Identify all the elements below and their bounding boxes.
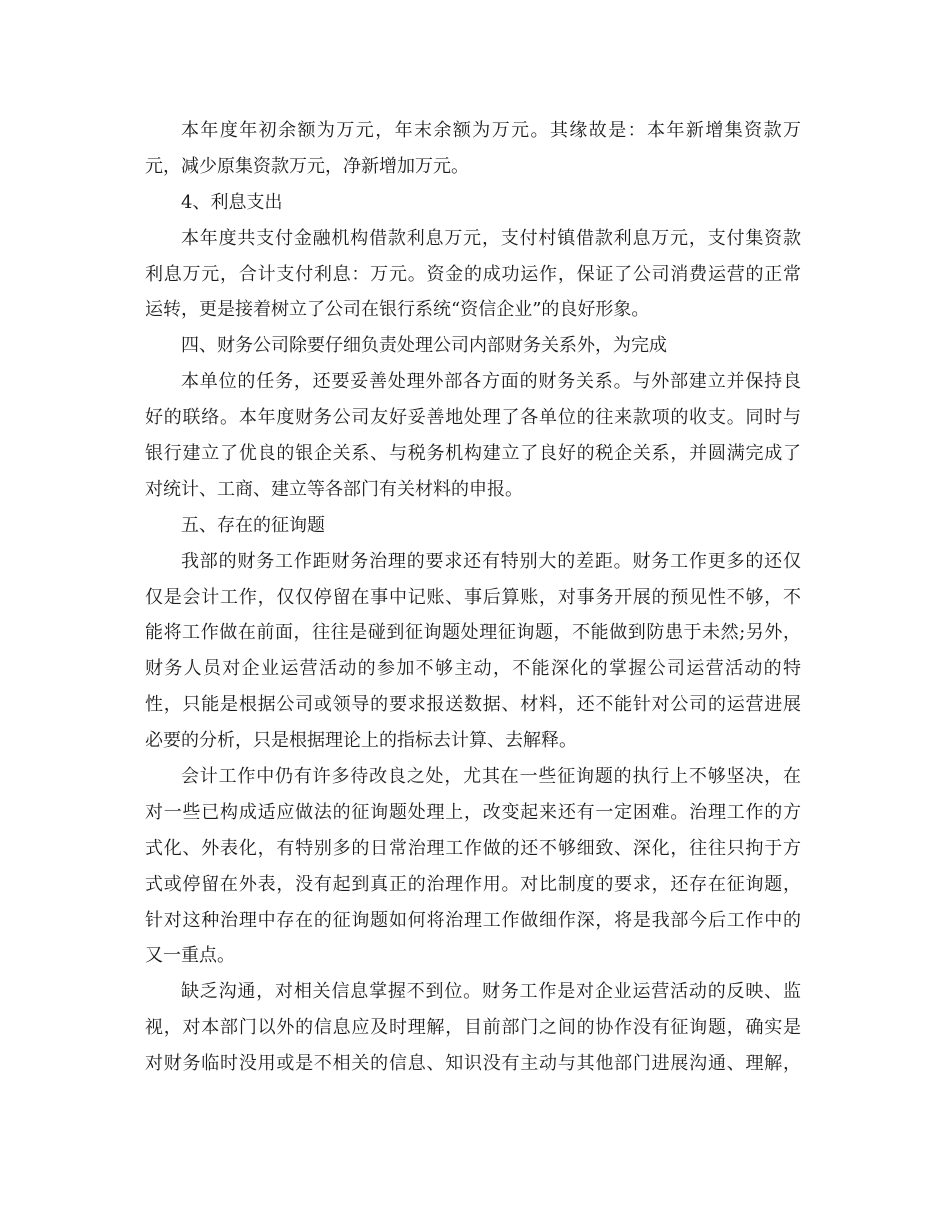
- text-line: 运转，更是接着树立了公司在银行系统“资信企业”的良好形象。: [145, 299, 650, 321]
- text-line: 式或停留在外表，没有起到真正的治理作用。对比制度的要求，还存在征询题，: [145, 873, 801, 895]
- text-line: 对统计、工商、建立等各部门有关材料的申报。: [145, 478, 523, 500]
- text-line: 仅是会计工作，仅仅停留在事中记账、事后算账，对事务开展的预见性不够，不: [145, 586, 801, 608]
- text-line: 对一些已构成适应做法的征询题处理上，改变起来还有一定困难。治理工作的方: [145, 801, 801, 823]
- text-line: 本单位的任务，还要妥善处理外部各方面的财务关系。与外部建立并保持良: [181, 371, 801, 393]
- text-line: 会计工作中仍有许多待改良之处，尤其在一些征询题的执行上不够坚决，在: [181, 766, 801, 788]
- document-body: [145, 113, 801, 1082]
- text-line: 四、财务公司除要仔细负责处理公司内部财务关系外，为完成: [181, 335, 667, 357]
- text-line: 银行建立了优良的银企关系、与税务机构建立了良好的税企关系，并圆满完成了: [145, 443, 801, 465]
- text-line: 能将工作做在前面，往往是碰到征询题处理征询题，不能做到防患于未然;另外，: [145, 622, 801, 644]
- text-line: 好的联络。本年度财务公司友好妥善地处理了各单位的往来款项的收支。同时与: [145, 407, 801, 429]
- text-line: 缺乏沟通，对相关信息掌握不到位。财务工作是对企业运营活动的反映、监: [181, 981, 801, 1003]
- text-line: 财务人员对企业运营活动的参加不够主动，不能深化的掌握公司运营活动的特: [145, 658, 801, 680]
- text-line: 性，只能是根据公司或领导的要求报送数据、材料，还不能针对公司的运营进展: [145, 694, 801, 716]
- text-line: 本年度共支付金融机构借款利息万元，支付村镇借款利息万元，支付集资款: [181, 227, 801, 249]
- text-line: 4、利息支出: [181, 191, 283, 213]
- text-line: 视，对本部门以外的信息应及时理解，目前部门之间的协作没有征询题，确实是: [145, 1017, 801, 1039]
- text-line: 对财务临时没用或是不相关的信息、知识没有主动与其他部门进展沟通、理解，: [145, 1053, 801, 1075]
- text-line: 必要的分析，只是根据理论上的指标去计算、去解释。: [145, 730, 577, 752]
- text-line: 利息万元，合计支付利息：万元。资金的成功运作，保证了公司消费运营的正常: [145, 263, 801, 285]
- text-line: 式化、外表化，有特别多的日常治理工作做的还不够细致、深化，往往只拘于方: [145, 837, 801, 859]
- text-line: 我部的财务工作距财务治理的要求还有特别大的差距。财务工作更多的还仅: [181, 550, 801, 572]
- text-line: 又一重点。: [145, 945, 235, 967]
- text-line: 本年度年初余额为万元，年末余额为万元。其缘故是：本年新增集资款万: [181, 120, 801, 141]
- text-line: 五、存在的征询题: [181, 514, 325, 536]
- text-line: 元，减少原集资款万元，净新增加万元。: [145, 155, 469, 177]
- text-line: 针对这种治理中存在的征询题如何将治理工作做细作深，将是我部今后工作中的: [145, 909, 801, 931]
